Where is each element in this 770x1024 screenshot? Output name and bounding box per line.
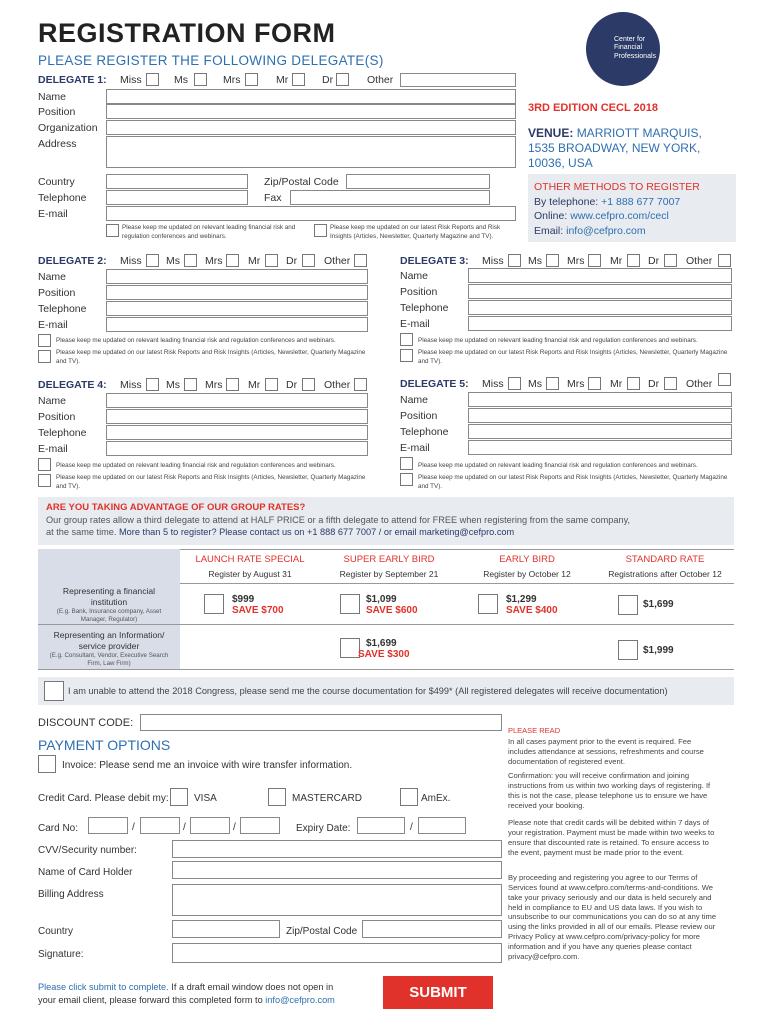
card-number-4[interactable] — [240, 817, 280, 834]
d4-dr-label: Dr — [286, 379, 298, 391]
d4-mrs-label: Mrs — [205, 379, 223, 391]
credit-card-label: Credit Card. Please debit my: — [38, 793, 169, 804]
mastercard-checkbox[interactable] — [268, 788, 286, 806]
invoice-checkbox[interactable] — [38, 755, 56, 773]
rate-super-fi-amount: $1,099 — [366, 594, 397, 605]
d5-mrs-checkbox[interactable] — [588, 377, 601, 390]
rate-launch-fi-checkbox[interactable] — [204, 594, 224, 614]
d4-telephone-input[interactable] — [106, 425, 368, 440]
d4-miss-label: Miss — [120, 379, 142, 391]
d1-position-label: Position — [38, 106, 76, 118]
d1-name-label: Name — [38, 91, 67, 103]
rate-header-standard — [596, 554, 734, 579]
d4-name-input[interactable] — [106, 393, 368, 408]
d4-miss-checkbox[interactable] — [146, 378, 159, 391]
d5-telephone-label: Telephone — [400, 426, 449, 438]
d4-name-label: Name — [38, 395, 67, 407]
card-holder-input[interactable] — [172, 861, 502, 879]
d5-dr-label: Dr — [648, 378, 660, 390]
d2-opt1-text: Please keep me updated on relevant leading financial risk and regulation conferences and webinars. — [56, 337, 336, 344]
rate-launch-fi-save: SAVE $700 — [232, 605, 284, 616]
d3-opt2-checkbox[interactable] — [400, 349, 413, 362]
payment-zip-input[interactable] — [362, 920, 502, 938]
d4-email-input[interactable] — [106, 441, 368, 456]
d1-opt1-checkbox[interactable] — [106, 224, 119, 237]
d2-mr-label: Mr — [248, 255, 261, 267]
d5-name-input[interactable] — [468, 392, 732, 407]
d5-name-label: Name — [400, 394, 429, 406]
d5-email-input[interactable] — [468, 440, 732, 455]
title-mrs: Mrs — [223, 74, 241, 86]
d1-mrs-checkbox[interactable] — [245, 73, 258, 86]
venue — [528, 126, 702, 171]
visa-label: VISA — [194, 793, 217, 804]
card-number-1[interactable] — [88, 817, 128, 834]
d1-address-input[interactable] — [106, 136, 516, 168]
rate-row1-label-text: Representing a financial institution — [62, 586, 156, 608]
rate-sp-price — [358, 638, 410, 660]
delegate-4-label: DELEGATE 4: — [38, 379, 107, 391]
d2-email-input[interactable] — [106, 317, 368, 332]
rate-early-fi-amount: $1,299 — [506, 594, 537, 605]
d4-mr-checkbox[interactable] — [265, 378, 278, 391]
delegate-3-label: DELEGATE 3: — [400, 255, 469, 267]
d3-telephone-label: Telephone — [400, 302, 449, 314]
title-mr: Mr — [276, 74, 289, 86]
cvv-input[interactable] — [172, 840, 502, 858]
rate-header-standard-name: STANDARD RATE — [625, 554, 705, 565]
logo-line-3: Professionals — [614, 52, 657, 60]
expiry-month[interactable] — [357, 817, 405, 834]
d2-opt2-checkbox[interactable] — [38, 350, 51, 363]
d1-country-label: Country — [38, 176, 75, 188]
d3-mr-checkbox[interactable] — [627, 254, 640, 267]
rate-standard-fi-checkbox[interactable] — [618, 595, 638, 615]
group-rates-line1: Our group rates allow a third delegate to attend at HALF PRICE or a fifth delegate to attend for FREE when registering from the same company, — [46, 515, 631, 525]
group-rates-line2 — [46, 527, 514, 537]
d1-miss-checkbox[interactable] — [146, 73, 159, 86]
d1-telephone-input[interactable] — [106, 190, 248, 205]
please-read-p1: In all cases payment prior to the event is required. Fee includes attendance at sessions, refreshments and course documentation of registered event. — [508, 737, 704, 766]
rate-standard-sp-checkbox[interactable] — [618, 640, 638, 660]
d2-mrs-label: Mrs — [205, 255, 223, 267]
d3-telephone-input[interactable] — [468, 300, 732, 315]
amex-checkbox[interactable] — [400, 788, 418, 806]
other-methods-box — [528, 174, 736, 242]
d1-opt2-text: Please keep me updated on our latest Risk Reports and Risk Insights (Articles, Newsletter, Quarterly Magazine and TV). — [330, 224, 501, 240]
d4-telephone-label: Telephone — [38, 427, 87, 439]
amex-label: AmEx. — [421, 793, 451, 804]
payment-country-label: Country — [38, 926, 74, 937]
rate-header-standard-date: Registrations after October 12 — [608, 569, 722, 579]
payment-title: PAYMENT OPTIONS — [38, 737, 171, 753]
d3-dr-checkbox[interactable] — [664, 254, 677, 267]
rate-sp-save: SAVE $300 — [358, 649, 410, 660]
d5-mr-checkbox[interactable] — [627, 377, 640, 390]
delegate-2-label: DELEGATE 2: — [38, 255, 107, 267]
d1-zip-input[interactable] — [346, 174, 490, 189]
d2-telephone-input[interactable] — [106, 301, 368, 316]
d5-opt2-checkbox[interactable] — [400, 473, 413, 486]
email-label: Email: — [534, 225, 564, 238]
visa-checkbox[interactable] — [170, 788, 188, 806]
rate-early-fi-checkbox[interactable] — [478, 594, 498, 614]
online-link[interactable]: www.cefpro.com/cecl — [570, 210, 669, 223]
group-rates-line2-a: at the same time. — [46, 527, 117, 537]
rate-row1-label — [44, 586, 174, 624]
rate-header-launch-name: LAUNCH RATE SPECIAL — [195, 554, 305, 565]
d2-ms-checkbox[interactable] — [184, 254, 197, 267]
d3-other-checkbox[interactable] — [718, 254, 731, 267]
d2-email-label: E-mail — [38, 319, 68, 331]
d1-fax-label: Fax — [264, 192, 282, 204]
d4-opt2-text: Please keep me updated on our latest Risk Reports and Risk Insights (Articles, Newsletter, Quarterly Magazine and TV). — [56, 474, 366, 490]
payment-zip-label: Zip/Postal Code — [286, 926, 358, 937]
d2-dr-checkbox[interactable] — [302, 254, 315, 267]
logo-line-1: Center for — [614, 36, 646, 43]
d1-dr-checkbox[interactable] — [336, 73, 349, 86]
d1-telephone-label: Telephone — [38, 192, 87, 204]
payment-country-input[interactable] — [172, 920, 280, 938]
venue-line-2: 1535 BROADWAY, NEW YORK, — [528, 141, 701, 155]
d4-ms-checkbox[interactable] — [184, 378, 197, 391]
rate-sp-amount: $1,699 — [366, 638, 397, 649]
rate-sp-checkbox[interactable] — [340, 638, 360, 658]
d5-email-label: E-mail — [400, 442, 430, 454]
delegate-5-label: DELEGATE 5: — [400, 378, 469, 390]
d4-mrs-checkbox[interactable] — [226, 378, 239, 391]
submit-note — [38, 981, 378, 1007]
d3-email-input[interactable] — [468, 316, 732, 331]
rate-row2-sub: (E.g. Consultant, Vendor, Executive Search Firm, Law Firm) — [49, 652, 169, 668]
documentation-text: I am unable to attend the 2018 Congress, please send me the course documentation for $499* (All registered delegates will receive documentation) — [68, 686, 668, 696]
card-number-2[interactable] — [140, 817, 180, 834]
d5-mr-label: Mr — [610, 378, 623, 390]
mastercard-label: MASTERCARD — [292, 793, 363, 804]
d1-organization-input[interactable] — [106, 120, 516, 135]
d5-opt2-text: Please keep me updated on our latest Risk Reports and Risk Insights (Articles, Newsletter, Quarterly Magazine and TV). — [418, 474, 728, 490]
d3-position-label: Position — [400, 286, 438, 298]
d3-position-input[interactable] — [468, 284, 732, 299]
title-other: Other — [367, 74, 394, 86]
rate-launch-fi-price — [232, 594, 284, 616]
expiry-year[interactable] — [418, 817, 466, 834]
rate-early-fi-price — [506, 594, 558, 616]
d2-opt1-checkbox[interactable] — [38, 334, 51, 347]
card-number-label: Card No: — [38, 823, 79, 834]
rate-header-launch-date: Register by August 31 — [208, 569, 292, 579]
rate-row2-label — [44, 630, 174, 668]
d1-position-input[interactable] — [106, 104, 516, 119]
signature-input[interactable] — [172, 943, 502, 963]
phone-label: By telephone: — [534, 195, 599, 208]
d2-other-label: Other — [324, 255, 351, 267]
d5-miss-checkbox[interactable] — [508, 377, 521, 390]
d2-position-label: Position — [38, 287, 76, 299]
d5-opt1-checkbox[interactable] — [400, 457, 413, 470]
rate-launch-fi-amount: $999 — [232, 594, 255, 605]
title-ms: Ms — [174, 74, 188, 86]
d1-address-label: Address — [38, 138, 77, 150]
d2-other-checkbox[interactable] — [354, 254, 367, 267]
d3-opt1-checkbox[interactable] — [400, 333, 413, 346]
rate-header-early-name: EARLY BIRD — [499, 554, 555, 565]
d3-opt2-text: Please keep me updated on our latest Risk Reports and Risk Insights (Articles, Newsletter, Quarterly Magazine and TV). — [418, 349, 728, 365]
submit-email-link[interactable]: info@cefpro.com — [265, 994, 335, 1005]
d4-ms-label: Ms — [166, 379, 180, 391]
discount-label: DISCOUNT CODE: — [38, 717, 134, 729]
d2-position-input[interactable] — [106, 285, 368, 300]
d3-other-label: Other — [686, 255, 713, 267]
logo-line-2: Financial — [614, 44, 643, 52]
rate-standard-fi-amount: $1,699 — [643, 599, 674, 610]
d2-mrs-checkbox[interactable] — [226, 254, 239, 267]
d1-email-input[interactable] — [106, 206, 516, 221]
documentation-checkbox[interactable] — [44, 681, 64, 701]
rate-header-super-early-date: Register by September 21 — [339, 569, 439, 579]
d1-opt1-text: Please keep me updated on relevant leading financial risk and regulation conferences and webinars. — [122, 224, 296, 240]
d2-miss-label: Miss — [120, 255, 142, 267]
d2-telephone-label: Telephone — [38, 303, 87, 315]
rate-header-launch — [180, 554, 320, 579]
d4-other-checkbox[interactable] — [354, 378, 367, 391]
rate-row2-label-text: Representing an Information/ service provider — [53, 630, 165, 652]
d1-country-input[interactable] — [106, 174, 248, 189]
d5-position-input[interactable] — [468, 408, 732, 423]
d4-opt1-text: Please keep me updated on relevant leading financial risk and regulation conferences and webinars. — [56, 462, 336, 469]
d3-dr-label: Dr — [648, 255, 660, 267]
d5-ms-checkbox[interactable] — [546, 377, 559, 390]
d4-position-input[interactable] — [106, 409, 368, 424]
venue-line-1: MARRIOTT MARQUIS, — [576, 126, 702, 140]
rate-header-super-early-name: SUPER EARLY BIRD — [343, 554, 435, 565]
rate-header-super-early — [320, 554, 458, 579]
d5-miss-label: Miss — [482, 378, 504, 390]
d2-name-label: Name — [38, 271, 67, 283]
rate-standard-sp-amount: $1,999 — [643, 645, 674, 656]
title-miss: Miss — [120, 74, 142, 86]
online-label: Online: — [534, 210, 568, 223]
delegate-1-label: DELEGATE 1: — [38, 74, 107, 86]
d4-other-label: Other — [324, 379, 351, 391]
other-methods-title: OTHER METHODS TO REGISTER — [534, 181, 700, 193]
d3-opt1-text: Please keep me updated on relevant leading financial risk and regulation conferences and webinars. — [418, 337, 698, 344]
billing-address-input[interactable] — [172, 884, 502, 916]
d5-other-label: Other — [686, 378, 713, 390]
form-title: REGISTRATION FORM — [38, 18, 336, 48]
d3-email-label: E-mail — [400, 318, 430, 330]
invoice-text: Invoice: Please send me an invoice with wire transfer information. — [62, 760, 353, 771]
submit-note-a: Please click submit to complete. — [38, 982, 169, 992]
d1-ms-checkbox[interactable] — [194, 73, 207, 86]
rate-row1-sub: (E.g. Bank, Insurance company, Asset Manager, Regulator) — [56, 608, 162, 624]
group-rates-title: ARE YOU TAKING ADVANTAGE OF OUR GROUP RATES? — [46, 502, 306, 513]
d4-dr-checkbox[interactable] — [302, 378, 315, 391]
d5-position-label: Position — [400, 410, 438, 422]
d5-telephone-input[interactable] — [468, 424, 732, 439]
card-holder-label: Name of Card Holder — [38, 867, 133, 878]
card-number-3[interactable] — [190, 817, 230, 834]
rate-super-fi-price — [366, 594, 418, 616]
submit-note-c: your email client, please forward this completed form to — [38, 994, 263, 1005]
d3-name-input[interactable] — [468, 268, 732, 283]
d3-ms-label: Ms — [528, 255, 542, 267]
d5-dr-checkbox[interactable] — [664, 377, 677, 390]
d2-mr-checkbox[interactable] — [265, 254, 278, 267]
d1-opt2-checkbox[interactable] — [314, 224, 327, 237]
d1-other-input[interactable] — [400, 73, 516, 87]
d5-mrs-label: Mrs — [567, 378, 585, 390]
d4-opt1-checkbox[interactable] — [38, 458, 51, 471]
d1-zip-label: Zip/Postal Code — [264, 176, 339, 188]
d1-organization-label: Organization — [38, 122, 98, 134]
d3-mrs-checkbox[interactable] — [588, 254, 601, 267]
venue-label: VENUE: — [528, 126, 574, 140]
d4-mr-label: Mr — [248, 379, 261, 391]
d3-mr-label: Mr — [610, 255, 623, 267]
title-dr: Dr — [322, 74, 334, 86]
d2-dr-label: Dr — [286, 255, 298, 267]
rate-early-fi-save: SAVE $400 — [506, 605, 558, 616]
expiry-label: Expiry Date: — [296, 823, 351, 834]
phone-link[interactable]: +1 888 677 7007 — [601, 195, 681, 208]
d3-ms-checkbox[interactable] — [546, 254, 559, 267]
d1-mr-checkbox[interactable] — [292, 73, 305, 86]
submit-button[interactable]: SUBMIT — [383, 976, 493, 1009]
d2-ms-label: Ms — [166, 255, 180, 267]
venue-line-3: 10036, USA — [528, 156, 593, 170]
discount-input[interactable] — [140, 714, 502, 731]
rate-header-early — [458, 554, 596, 579]
please-read-p4: By proceeding and registering you agree to our Terms of Services found at www.cefpro.com/terms-and-conditions. We take your privacy seriously and our data is held securely and held in compliance to EU and US data laws. If you wish to unsubscribe to our communications you can do so at any time using the links provided in all of our emails. Please review our Privacy Policy at www.cefpro.com/privacy-policy for more information and if you have any queries please contact privacy@cefpro.com. — [508, 873, 717, 961]
d3-miss-label: Miss — [482, 255, 504, 267]
email-link[interactable]: info@cefpro.com — [566, 225, 646, 238]
d3-name-label: Name — [400, 270, 429, 282]
please-read-p2: Confirmation: you will receive confirmation and joining instructions from us within two working days of registering. If this is not the case, please telephone us to ensure we have received your booking. — [508, 771, 711, 810]
please-read-p3: Please note that credit cards will be debited within 7 days of your registration. Payment must be made within two weeks to ensure that discounted rate is retained. To ensure access to the event, payment must be made prior to the event. — [508, 818, 715, 857]
rate-super-fi-save: SAVE $600 — [366, 605, 418, 616]
form-subtitle: PLEASE REGISTER THE FOLLOWING DELEGATE(S) — [38, 53, 384, 68]
d2-miss-checkbox[interactable] — [146, 254, 159, 267]
event-edition: 3RD EDITION CECL 2018 — [528, 102, 659, 114]
logo — [586, 12, 660, 86]
d3-mrs-label: Mrs — [567, 255, 585, 267]
d1-fax-input[interactable] — [290, 190, 490, 205]
d5-other-checkbox[interactable] — [718, 373, 731, 386]
signature-label: Signature: — [38, 949, 84, 960]
d4-email-label: E-mail — [38, 443, 68, 455]
cvv-label: CVV/Security number: — [38, 845, 137, 856]
d3-miss-checkbox[interactable] — [508, 254, 521, 267]
d1-name-input[interactable] — [106, 89, 516, 104]
d5-ms-label: Ms — [528, 378, 542, 390]
please-read-title: PLEASE READ — [508, 726, 561, 735]
d2-name-input[interactable] — [106, 269, 368, 284]
billing-address-label: Billing Address — [38, 889, 104, 900]
d5-opt1-text: Please keep me updated on relevant leading financial risk and regulation conferences and webinars. — [418, 462, 698, 469]
group-rates-line2-b: More than 5 to register? Please contact us on +1 888 677 7007 / or email marketing@cefpro.com — [119, 527, 515, 537]
d1-email-label: E-mail — [38, 208, 68, 220]
d2-opt2-text: Please keep me updated on our latest Risk Reports and Risk Insights (Articles, Newsletter, Quarterly Magazine and TV). — [56, 349, 366, 365]
rate-super-fi-checkbox[interactable] — [340, 594, 360, 614]
d4-opt2-checkbox[interactable] — [38, 474, 51, 487]
rate-header-early-date: Register by October 12 — [483, 569, 571, 579]
d4-position-label: Position — [38, 411, 76, 423]
submit-note-b: If a draft email window does not open in — [171, 982, 334, 992]
